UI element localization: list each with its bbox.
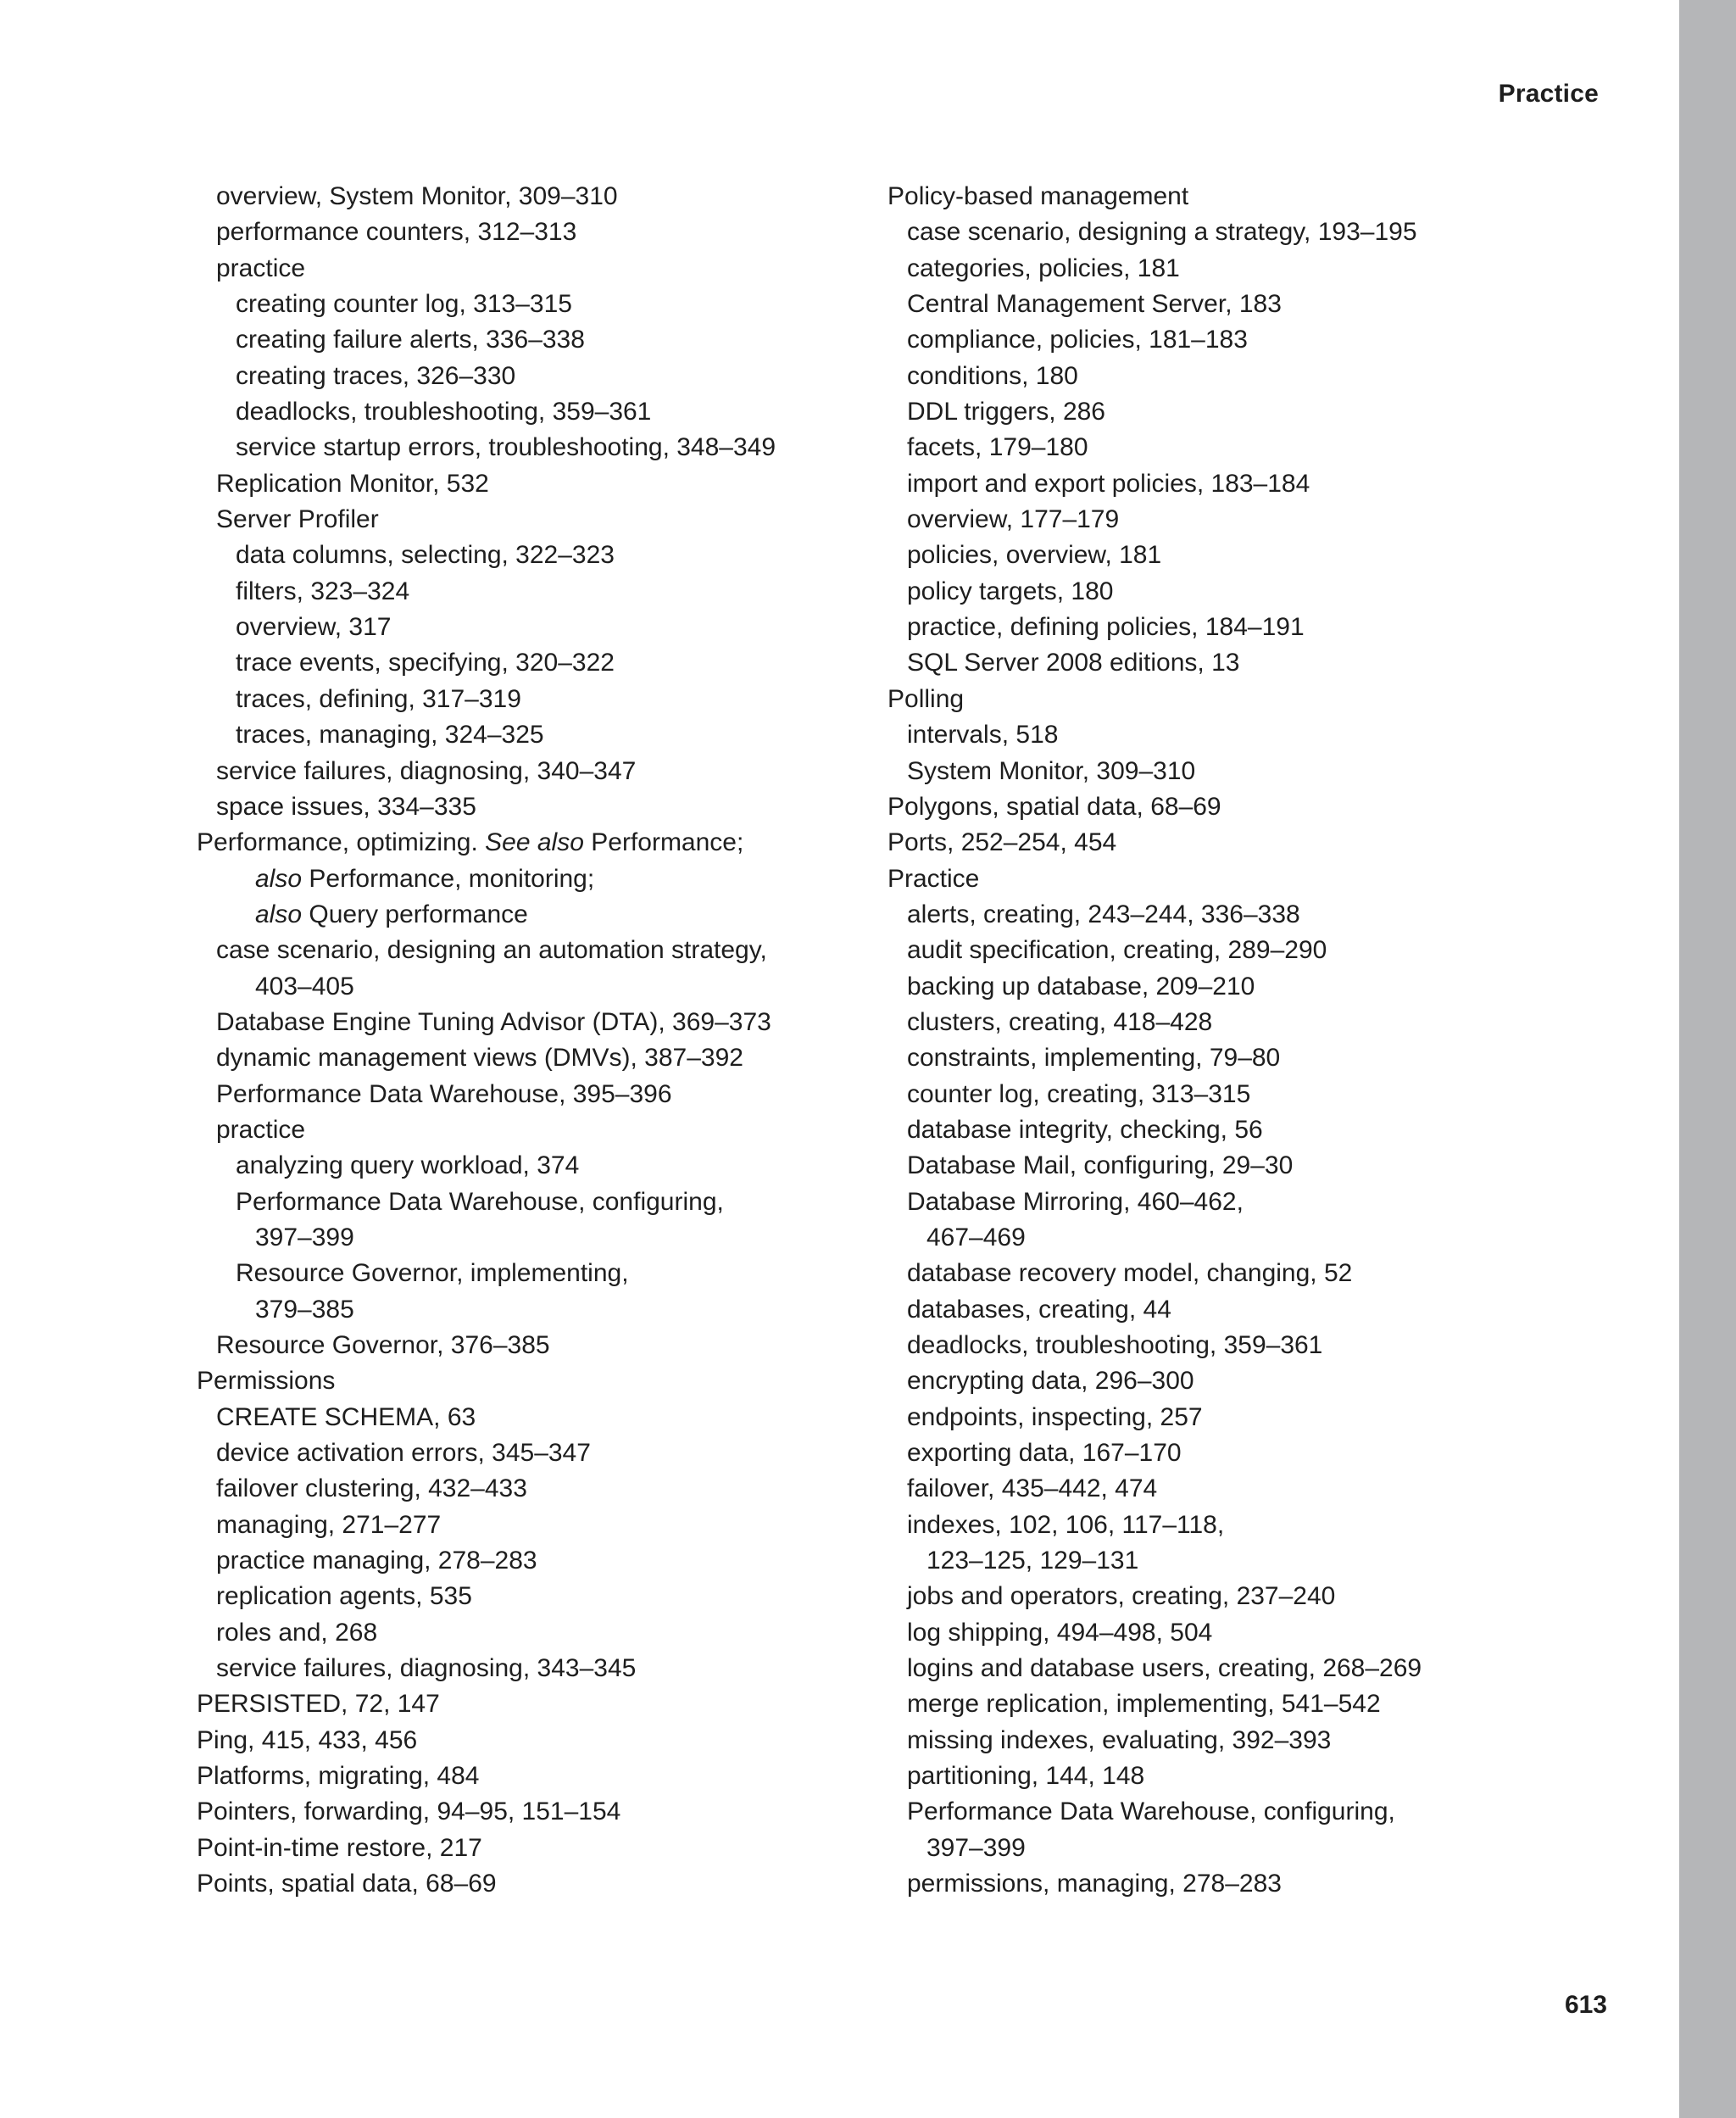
entry-text: Practice [887,864,980,893]
index-entry [887,430,1566,465]
entry-reference: Performance, monitoring; [309,864,595,893]
index-column-left [197,179,875,1903]
page-number: 613 [1564,1991,1607,2019]
index-entry [197,1831,875,1866]
index-entry [887,359,1566,394]
entry-text: managing, 271–277 [216,1510,442,1539]
entry-text: backing up database, 209–210 [907,972,1255,1000]
entry-text: endpoints, inspecting, 257 [907,1402,1203,1431]
index-entry [887,1471,1566,1507]
index-entry [197,1579,875,1614]
index-entry [887,1435,1566,1471]
index-entry [197,1077,875,1112]
entry-text: practice, defining policies, 184–191 [907,613,1305,642]
running-head: Practice [1498,80,1599,108]
entry-text: Ping, 415, 433, 456 [197,1725,418,1754]
index-entry [887,610,1566,645]
entry-text: database recovery model, changing, 52 [907,1259,1353,1288]
entry-text: Polygons, spatial data, 68–69 [887,792,1221,821]
index-entry [887,1040,1566,1076]
entry-text: intervals, 518 [907,721,1059,750]
entry-text: Resource Governor, implementing, [236,1259,629,1288]
index-entry [197,825,875,861]
entry-text: service failures, diagnosing, 340–347 [216,756,637,785]
index-entry [197,754,875,789]
index-entry [197,359,875,394]
entry-text: policy targets, 180 [907,577,1114,605]
index-entry [887,645,1566,681]
index-entry [197,322,875,358]
entry-text: 123–125, 129–131 [926,1547,1139,1575]
entry-text: dynamic management views (DMVs), 387–392 [216,1044,743,1073]
entry-text: Server Profiler [216,505,379,534]
entry-text: Performance Data Warehouse, configuring, [236,1187,724,1216]
index-entry [887,825,1566,861]
index-entry [197,682,875,717]
entry-text: creating failure alerts, 336–338 [236,326,585,354]
index-entry [197,1005,875,1040]
entry-text: creating traces, 326–330 [236,361,516,390]
index-entry [197,538,875,573]
index-entry [197,394,875,430]
entry-text: 379–385 [255,1295,354,1324]
entry-text: conditions, 180 [907,361,1078,390]
index-entry [887,969,1566,1005]
entry-text: Central Management Server, 183 [907,290,1282,319]
index-entry [887,1543,1566,1579]
index-entry [887,1363,1566,1399]
entry-text: service failures, diagnosing, 343–345 [216,1654,637,1683]
index-entry [197,1363,875,1399]
entry-text: Performance Data Warehouse, configuring, [907,1798,1395,1826]
entry-text: Ports, 252–254, 454 [887,828,1117,857]
index-entry [887,502,1566,538]
index-entry [197,789,875,825]
page-edge-bar [1679,0,1736,2118]
entry-text: Polling [887,684,965,713]
index-column-right [887,179,1566,1903]
entry-text: partitioning, 144, 148 [907,1762,1145,1791]
index-entry [887,1292,1566,1328]
entry-text: Point-in-time restore, 217 [197,1833,482,1862]
index-entry [887,538,1566,573]
index-entry [197,1184,875,1220]
index-entry [887,1723,1566,1758]
entry-text: traces, defining, 317–319 [236,684,521,713]
index-entry [887,861,1566,897]
entry-text: missing indexes, evaluating, 392–393 [907,1725,1332,1754]
entry-text: Resource Governor, 376–385 [216,1331,550,1359]
index-entry [887,1148,1566,1184]
entry-text: Points, spatial data, 68–69 [197,1870,497,1898]
index-entry [887,466,1566,502]
index-entry [197,1651,875,1686]
index-entry [887,1005,1566,1040]
index-entry [887,287,1566,322]
index-entry [197,1508,875,1543]
entry-text: analyzing query workload, 374 [236,1151,580,1180]
entry-reference: Query performance [309,900,528,928]
index-entry [197,1794,875,1830]
index-entry [197,1543,875,1579]
entry-text: clusters, creating, 418–428 [907,1007,1213,1036]
entry-text: filters, 323–324 [236,577,410,605]
entry-text: 403–405 [255,972,354,1000]
entry-text: trace events, specifying, 320–322 [236,649,615,677]
entry-text: log shipping, 494–498, 504 [907,1618,1213,1647]
index-entry [887,1579,1566,1614]
index-entry [197,1686,875,1722]
index-entry [887,1758,1566,1794]
entry-text: practice [216,254,306,282]
entry-text: logins and database users, creating, 268–269 [907,1654,1422,1683]
entry-text: 467–469 [926,1223,1026,1251]
entry-text: Policy-based management [887,182,1189,210]
entry-text: counter log, creating, 313–315 [907,1079,1251,1108]
entry-text: traces, managing, 324–325 [236,721,544,750]
index-entry [197,1723,875,1758]
index-entry [887,1686,1566,1722]
index-entry [887,1256,1566,1291]
entry-text: Database Mirroring, 460–462, [907,1187,1244,1216]
entry-text: compliance, policies, 181–183 [907,326,1248,354]
index-entry [887,179,1566,215]
index-entry [197,466,875,502]
entry-text: Replication Monitor, 532 [216,469,489,498]
index-entry [887,322,1566,358]
index-entry [887,1651,1566,1686]
index-entry [887,682,1566,717]
entry-text: exporting data, 167–170 [907,1439,1182,1468]
entry-see-also: also [255,864,303,893]
entry-see-also: See also [485,828,584,857]
index-entry [197,969,875,1005]
entry-text: Permissions [197,1367,336,1396]
entry-text: DDL triggers, 286 [907,398,1105,426]
entry-text: roles and, 268 [216,1618,378,1647]
index-entry [197,1040,875,1076]
index-entry [197,179,875,215]
index-entry [197,1292,875,1328]
entry-text: PERSISTED, 72, 147 [197,1690,440,1719]
entry-text: Database Mail, configuring, 29–30 [907,1151,1294,1180]
index-entry [197,861,875,897]
entry-text: device activation errors, 345–347 [216,1439,591,1468]
index-entry [197,1615,875,1651]
index-entry [887,1400,1566,1435]
entry-text: database integrity, checking, 56 [907,1115,1263,1144]
index-entry [197,1435,875,1471]
index-entry [197,502,875,538]
entry-text: practice managing, 278–283 [216,1547,537,1575]
entry-text: 397–399 [926,1833,1026,1862]
index-entry [887,215,1566,250]
entry-text: data columns, selecting, 322–323 [236,541,615,570]
entry-text: failover clustering, 432–433 [216,1474,527,1503]
entry-text: Performance Data Warehouse, 395–396 [216,1079,672,1108]
index-entry [197,933,875,968]
index-entry [887,754,1566,789]
entry-text: SQL Server 2008 editions, 13 [907,649,1240,677]
index-entry [197,1400,875,1435]
entry-text: deadlocks, troubleshooting, 359–361 [907,1331,1323,1359]
index-entry [887,789,1566,825]
entry-text: jobs and operators, creating, 237–240 [907,1582,1336,1611]
index-entry [887,1184,1566,1220]
entry-text: Platforms, migrating, 484 [197,1762,480,1791]
index-entry [197,1471,875,1507]
entry-text: databases, creating, 44 [907,1295,1171,1324]
index-entry [197,1866,875,1902]
index-entry [887,1112,1566,1148]
entry-text: permissions, managing, 278–283 [907,1870,1282,1898]
index-entry [887,897,1566,933]
index-entry [887,1794,1566,1830]
index-entry [197,1256,875,1291]
entry-see-also: also [255,900,303,928]
index-entry [197,645,875,681]
index-entry [887,1508,1566,1543]
entry-text: merge replication, implementing, 541–542 [907,1690,1381,1719]
entry-text: service startup errors, troubleshooting, 348–349 [236,433,776,462]
entry-text: case scenario, designing a strategy, 193–195 [907,218,1417,247]
entry-text: facets, 179–180 [907,433,1088,462]
index-entry [197,287,875,322]
index-entry [197,610,875,645]
entry-text: constraints, implementing, 79–80 [907,1044,1281,1073]
entry-text: 397–399 [255,1223,354,1251]
index-entry [887,933,1566,968]
index-entry [197,430,875,465]
entry-text: replication agents, 535 [216,1582,472,1611]
entry-text: practice [216,1115,306,1144]
index-entry [197,574,875,610]
index-entry [197,897,875,933]
entry-text: overview, System Monitor, 309–310 [216,182,618,210]
entry-text: space issues, 334–335 [216,792,476,821]
index-entry [197,1148,875,1184]
entry-text: failover, 435–442, 474 [907,1474,1158,1503]
entry-text: import and export policies, 183–184 [907,469,1310,498]
entry-text: Pointers, forwarding, 94–95, 151–154 [197,1798,621,1826]
index-entry [887,1866,1566,1902]
entry-text: CREATE SCHEMA, 63 [216,1402,476,1431]
entry-text: alerts, creating, 243–244, 336–338 [907,900,1300,928]
index-entry [197,1220,875,1256]
entry-text: indexes, 102, 106, 117–118, [907,1510,1225,1539]
entry-text: categories, policies, 181 [907,254,1180,282]
index-entry [197,1328,875,1363]
entry-text: System Monitor, 309–310 [907,756,1196,785]
entry-text: overview, 317 [236,613,392,642]
index-entry [197,717,875,753]
index-entry [887,574,1566,610]
entry-reference: Performance; [591,828,744,857]
index-entry [887,1220,1566,1256]
index-entry [197,215,875,250]
index-entry [197,1758,875,1794]
entry-text: overview, 177–179 [907,505,1120,534]
entry-text: creating counter log, 313–315 [236,290,572,319]
entry-text: audit specification, creating, 289–290 [907,936,1327,965]
entry-text: case scenario, designing an automation strategy, [216,936,767,965]
index-entry [887,1615,1566,1651]
index-entry [887,717,1566,753]
index-entry [887,251,1566,287]
index-entry [887,394,1566,430]
entry-text: Performance, optimizing. [197,828,478,857]
entry-text: Database Engine Tuning Advisor (DTA), 369–373 [216,1007,771,1036]
index-entry [887,1831,1566,1866]
entry-text: deadlocks, troubleshooting, 359–361 [236,398,652,426]
entry-text: policies, overview, 181 [907,541,1162,570]
entry-text: encrypting data, 296–300 [907,1367,1194,1396]
index-entry [197,1112,875,1148]
entry-text: performance counters, 312–313 [216,218,577,247]
index-entry [887,1328,1566,1363]
index-entry [887,1077,1566,1112]
index-entry [197,251,875,287]
